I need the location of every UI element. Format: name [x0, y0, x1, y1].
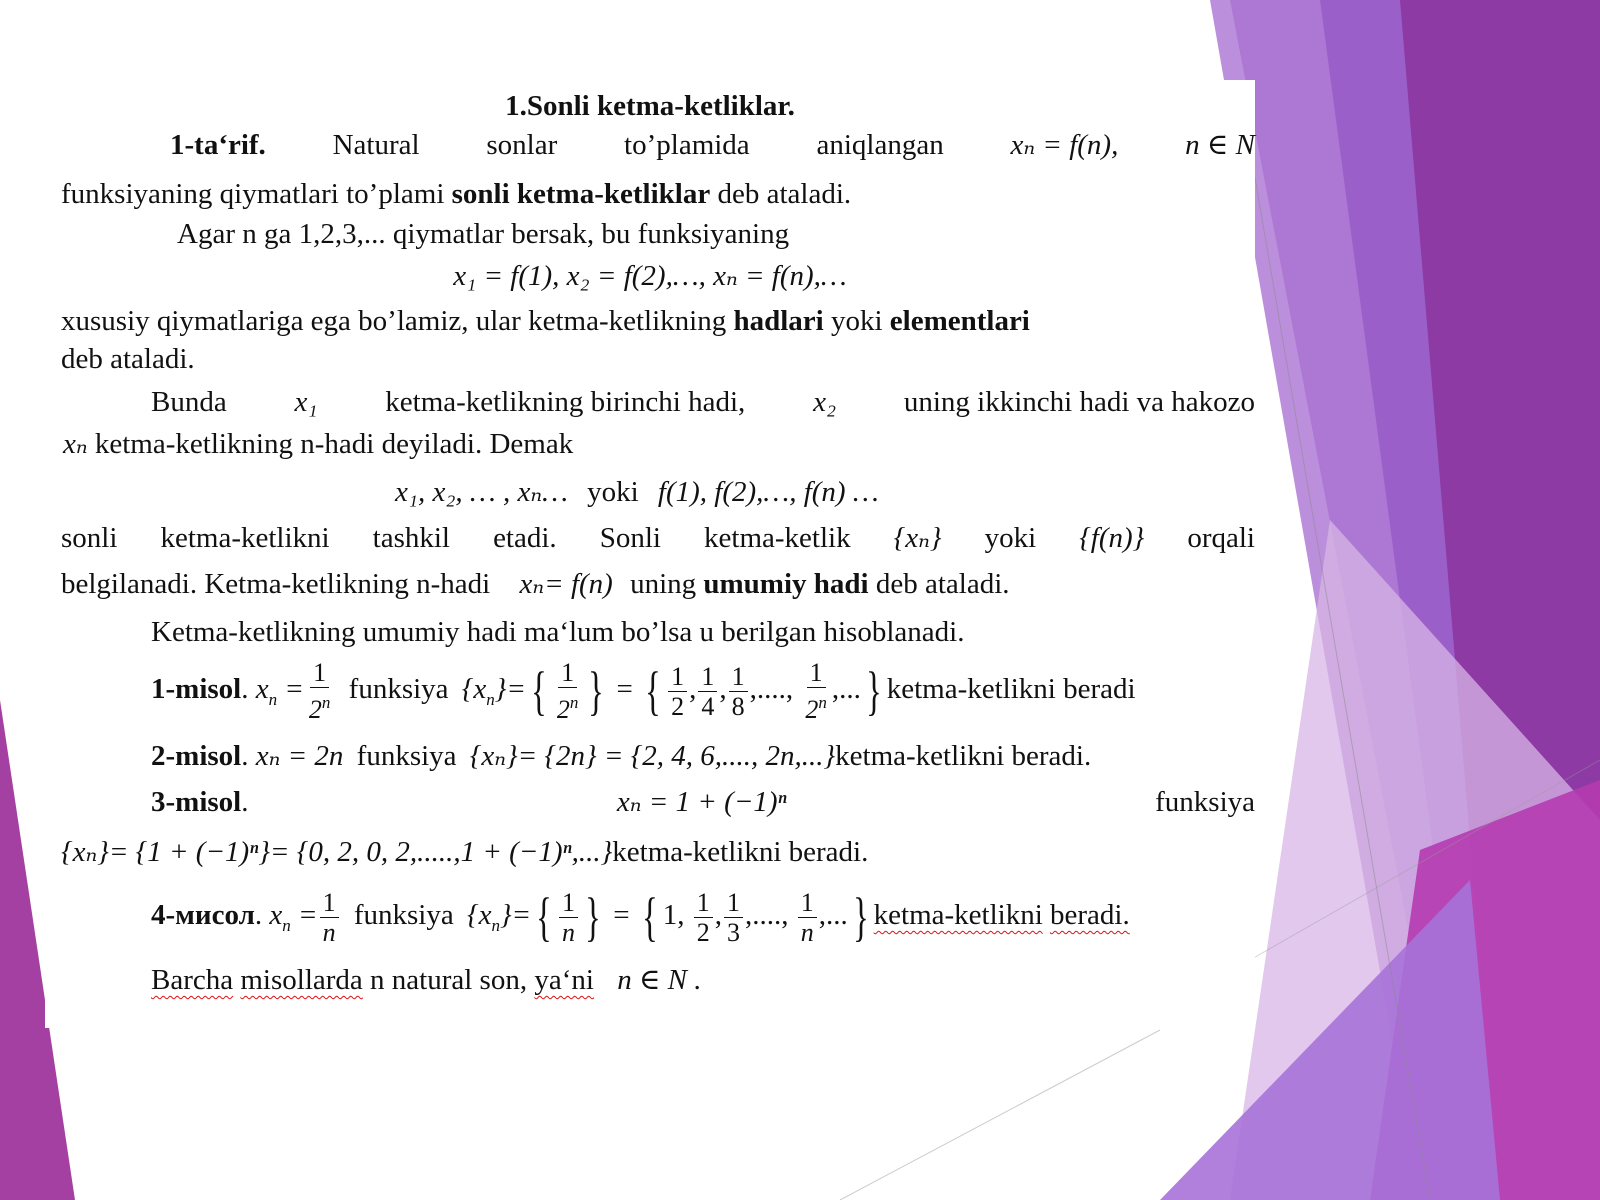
example-3-set: {xₙ}= {1 + (−1)ⁿ}= {0, 2, 0, 2,.....,1 + (−1)ⁿ,...}ketma-ketlikni beradi. [61, 836, 869, 868]
xususiy-line-2: deb ataladi. [61, 343, 195, 375]
example-1: 1-misol. $x_n$ = $\frac{1}{2^n}$ funksiya $\{x_n\}=${ $\frac{1}{2^n}$ } = { $\frac{1}{2}$ , $\frac{1}{4}$ , $\frac{1}{8}$ ,...., $\frac{1}{2^n}$ ,...} ketma-ketlikni beradi [151, 658, 1136, 725]
demak-formula: x₁, x₂, … , xₙ… yoki f(1), f(2),…, f(n) … [395, 476, 879, 508]
example-2: 2-misol. xₙ = 2n funksiya {xₙ}= {2n} = {2, 4, 6,...., 2n,...}ketma-ketlikni beradi. [151, 740, 1092, 772]
xususiy-line: xususiy qiymatlariga ega bo’lamiz, ular ketma-ketlikning hadlari yoki elementlari [61, 305, 1030, 337]
thin-line-2 [840, 1030, 1160, 1200]
agar-line: Agar n ga 1,2,3,... qiymatlar bersak, bu funksiyaning [177, 218, 790, 250]
definition-line-1: 1-ta‘rif. Natural sonlar to’plamida aniqlangan xₙ = f(n), n ∈ N [170, 129, 1255, 161]
definition-label: 1-ta‘rif. [170, 129, 266, 161]
umumiy-line: Ketma-ketlikning umumiy hadi ma‘lum bo’lsa u berilgan hisoblanadi. [151, 616, 965, 648]
example-3: 3-misol. xₙ = 1 + (−1)ⁿ funksiya [151, 786, 1255, 818]
example-4: 4-мисол. $x_n$ = $\frac{1}{n}$ funksiya $\{x_n\}=${ $\frac{1}{n}$ } = { 1, $\frac{1}{2}$ , $\frac{1}{3}$ ,...., $\frac{1}{n}$ ,...} ketma-ketlikni beradi. [151, 887, 1130, 948]
definition-line-2: funksiyaning qiymatlari to’plami sonli ketma-ketliklar deb ataladi. [61, 178, 852, 210]
bunda-line-2: xₙ ketma-ketlikning n-hadi deyiladi. Demak [63, 428, 574, 460]
section-title: 1.Sonli ketma-ketliklar. [505, 90, 795, 122]
belgilanadi-line: belgilanadi. Ketma-ketlikning n-hadi xₙ= f(n) uning umumiy hadi deb ataladi. [61, 568, 1010, 600]
sequence-formula: x₁ = f(1), x₂ = f(2),…, xₙ = f(n),… [453, 260, 847, 292]
sonli-line: sonli ketma-ketlikni tashkil etadi. Sonli ketma-ketlik {xₙ} yoki {f(n)} orqali [61, 522, 1255, 554]
barcha-line: Barcha misollarda n natural son, ya‘ni n ∈ N . [151, 964, 702, 996]
definition-formula: xₙ = f(n), [1010, 129, 1119, 161]
definition-domain: n ∈ N [1185, 129, 1255, 161]
bunda-line: Bunda x₁ ketma-ketlikning birinchi hadi, x₂ uning ikkinchi hadi va hakozo [151, 386, 1255, 418]
document-page [45, 80, 1255, 1028]
